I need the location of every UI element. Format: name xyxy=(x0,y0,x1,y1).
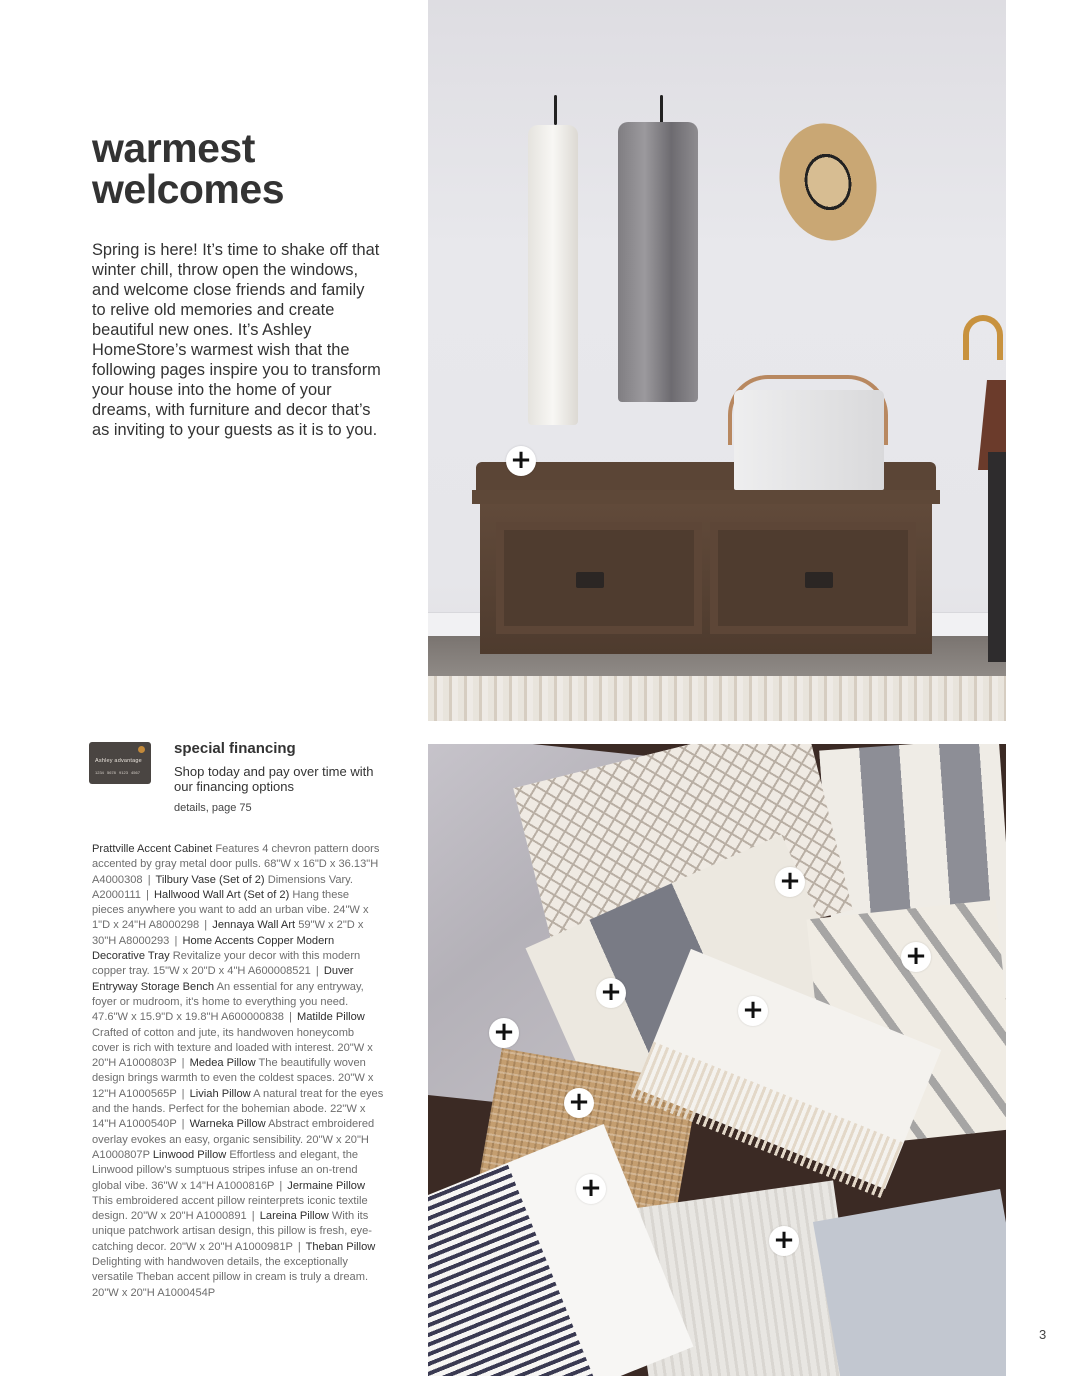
product-name: Tilbury Vase (Set of 2) xyxy=(155,873,265,886)
product-description: With its unique patchwork artisan design, this pillow is fresh, eye-catching decor. 20"W x 20"H A1000981P xyxy=(92,1210,372,1253)
headline-line-1: warmest xyxy=(92,125,255,171)
page-number: 3 xyxy=(1039,1327,1047,1342)
product-description: Delighting with handwoven details, the exceptionally versatile Theban accent pillow in cream is truly a dream. 20"W x 20"H A1000454P xyxy=(92,1256,369,1299)
separator: | xyxy=(146,888,149,901)
card-digits: 1234 5678 9123 4567 xyxy=(95,770,140,775)
straw-hat xyxy=(769,114,887,249)
product-name: Jermaine Pillow xyxy=(287,1179,365,1192)
umbrella-handle xyxy=(963,315,1003,360)
product-name: Warneka Pillow xyxy=(189,1118,266,1131)
product-description: 59"W x 2"D x 30"H A8000293 xyxy=(92,919,364,947)
pillow-collection-photo xyxy=(428,744,1006,1376)
wall-hook-icon xyxy=(554,95,557,125)
product-description: A natural treat for the eyes and the hands. Perfect for the bohemian abode. 22"W x 14"H A1000540P xyxy=(92,1087,384,1131)
product-description: An essential for any entryway, foyer or mudroom, it's home to everything you need. 47.6"W x 15.9"D x 19.8"H A600000838 xyxy=(92,980,364,1024)
product-description: This embroidered accent pillow reinterprets iconic textile design. 20"W x 20"H A1000891 xyxy=(92,1194,368,1223)
intro-paragraph: Spring is here! It’s time to shake off that winter chill, throw open the windows, and welcome close friends and family to relive old memories and create beautiful new ones. It’s Ashley HomeStore’s warmest wish that the following pages inspire you to transform your house into the home of your dreams, with furniture and decor that’s as inviting to your guests as it is to you. xyxy=(92,241,381,439)
product-name: Duver Entryway Storage Bench xyxy=(92,965,354,993)
plus-icon-hotspot[interactable]: + xyxy=(901,942,931,972)
wall-hook-icon xyxy=(660,95,663,125)
plus-icon-hotspot[interactable]: + xyxy=(738,996,768,1026)
product-description: The beautifully woven design brings warmth to even the coldest spaces. 20"W x 12"H A1000565P xyxy=(92,1057,374,1100)
product-name: Theban Pillow xyxy=(305,1240,376,1253)
product-name: Hallwood Wall Art (Set of 2) xyxy=(154,888,290,901)
product-description: Abstract embroidered overlay evokes an easy, organic sensibility. 20"W x 20"H A1000807P xyxy=(92,1118,375,1161)
card-brand: Ashley advantage xyxy=(95,758,142,764)
separator: | xyxy=(315,965,319,978)
separator: | xyxy=(181,1087,185,1100)
rug xyxy=(428,676,1006,721)
product-description: Revitalize your decor with this modern copper tray. 15"W x 20"D x 4"H A600008521 xyxy=(92,950,361,978)
separator: | xyxy=(181,1057,185,1070)
product-name: Liviah Pillow xyxy=(189,1087,251,1100)
plus-icon-hotspot[interactable]: + xyxy=(564,1088,594,1118)
product-description: Hang these pieces anywhere you want to add an urban vibe. 24"W x 1"D x 24"H A8000298 xyxy=(92,888,369,932)
plus-icon-hotspot[interactable]: + xyxy=(596,978,626,1008)
page-headline xyxy=(92,125,412,212)
financing-title: special financing xyxy=(174,740,296,757)
plus-icon-hotspot[interactable]: + xyxy=(489,1018,519,1048)
separator: | xyxy=(204,919,208,932)
plus-icon-hotspot[interactable]: + xyxy=(775,867,805,897)
product-name: Matilde Pillow xyxy=(296,1011,365,1024)
entryway-bench-photo xyxy=(428,0,1006,721)
separator: | xyxy=(147,873,151,886)
white-shirt xyxy=(528,125,578,425)
umbrella-stand xyxy=(988,452,1006,662)
credit-card-image xyxy=(89,742,151,784)
drawer-pull-icon xyxy=(576,572,604,588)
product-name: Lareina Pillow xyxy=(259,1210,329,1223)
velvet-pillow xyxy=(813,1189,1006,1376)
financing-description: Shop today and pay over time with our financing options xyxy=(174,764,374,794)
special-financing-block xyxy=(89,740,409,820)
separator: | xyxy=(181,1118,185,1131)
product-name: Prattville Accent Cabinet xyxy=(92,843,213,855)
product-description: Features 4 chevron pattern doors accented by gray metal door pulls. 68"W x 16"D x 36.13"H A4000308 xyxy=(92,843,380,886)
separator: | xyxy=(174,934,178,947)
product-name: Home Accents Copper Modern Decorative Tray xyxy=(92,934,335,963)
plus-icon-hotspot[interactable]: + xyxy=(769,1226,799,1256)
plus-icon-hotspot[interactable]: + xyxy=(576,1174,606,1204)
separator: | xyxy=(251,1210,255,1223)
gray-jacket xyxy=(618,122,698,402)
product-description: Dimensions Vary. A2000111 xyxy=(92,873,353,901)
product-name: Linwood Pillow xyxy=(152,1148,227,1161)
ashley-logo-icon xyxy=(138,746,145,753)
product-description: Crafted of cotton and jute, its handwoven honeycomb cover is rich with texture and loaded with interest. 20"W x 20"H A1000803P xyxy=(92,1026,373,1070)
product-name: Medea Pillow xyxy=(189,1057,256,1070)
financing-details-link[interactable]: details, page 75 xyxy=(174,802,252,814)
headline-line-2: welcomes xyxy=(92,166,284,212)
bench-seat xyxy=(472,490,940,504)
separator: | xyxy=(289,1011,292,1024)
product-name: Jennaya Wall Art xyxy=(212,919,296,932)
product-description: Effortless and elegant, the Linwood pillow’s sumptuous stripes infuse an on-trend global vibe. 36"W x 14"H A1000816P xyxy=(92,1148,359,1192)
plus-icon-hotspot[interactable]: + xyxy=(506,446,536,476)
product-descriptions xyxy=(92,842,384,1301)
drawer-pull-icon xyxy=(805,572,833,588)
tote-bag xyxy=(734,390,884,490)
separator: | xyxy=(279,1179,283,1192)
separator: | xyxy=(297,1240,301,1253)
